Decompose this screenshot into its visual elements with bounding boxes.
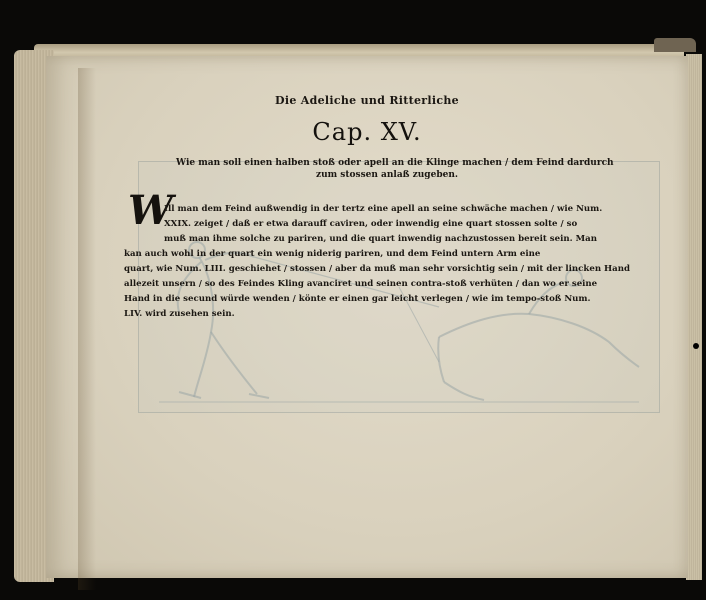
running-head: Die Adeliche und Ritterliche (275, 94, 459, 107)
body-line: kan auch wohl in der quart ein wenig niderig pariren, und dem Feind untern Arm eine (124, 249, 541, 259)
subtitle-line: zum stossen anlaß zugeben. (315, 170, 459, 180)
body-line: allezeit unsern / so des Feindes Kling avanciret und seinen contra-stoß verhüten / dan wo er seine (124, 279, 598, 289)
body-line: Ill man dem Feind außwendig in der tertz eine apell an seine schwäche machen / wie Num. (164, 204, 603, 214)
body-paragraph (124, 202, 632, 322)
subtitle-line: Wie man soll einen halben stoß oder apell an die Klinge machen / dem Feind dardurch (176, 158, 614, 168)
book-page (46, 56, 688, 578)
chapter-subtitle (176, 157, 614, 181)
body-line: quart, wie Num. LIII. geschiehet / stossen / aber da muß man sehr vorsichtig sein / mit der lincken Hand (124, 264, 630, 274)
chapter-title: Cap. XV. (312, 118, 422, 146)
open-book (14, 44, 702, 592)
page-right-edges (686, 54, 702, 580)
spine-shadow (78, 68, 96, 590)
decorated-initial: W (128, 187, 173, 234)
body-line: Hand in die secund würde wenden / könte er einen gar leicht verlegen / wie im tempo-stoß Num. (124, 294, 591, 304)
body-line: LIV. wird zusehen sein. (124, 309, 235, 319)
body-line: XXIX. zeiget / daß er etwa darauff caviren, oder inwendig eine quart stossen solte / so (164, 219, 578, 229)
book-tab (654, 38, 696, 52)
body-line: muß man ihme solche zu pariren, und die quart inwendig nachzustossen bereit sein. Man (164, 234, 597, 244)
dark-mark (693, 343, 699, 349)
